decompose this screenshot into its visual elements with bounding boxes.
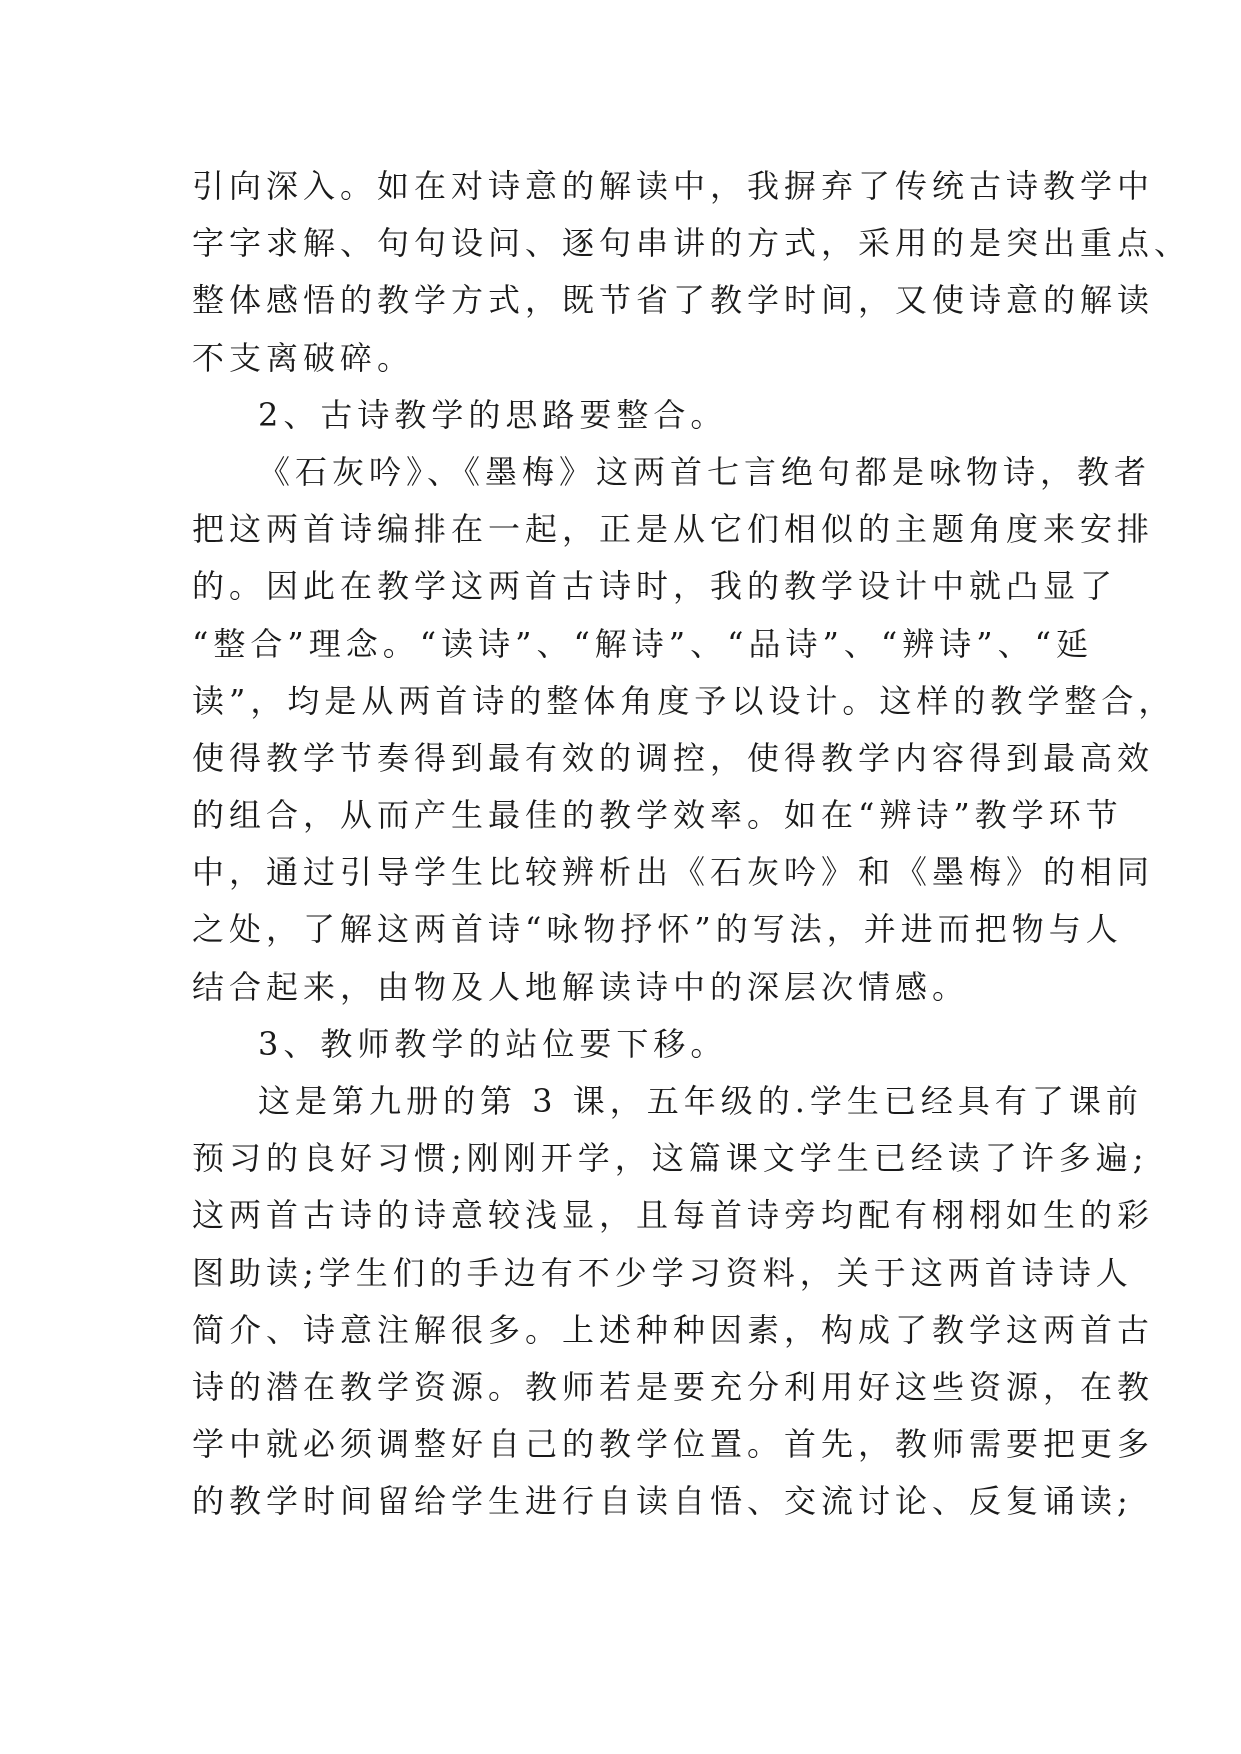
text-line: 引向深入。如在对诗意的解读中，我摒弃了传统古诗教学中 xyxy=(192,167,1155,205)
text-line: 诗的潜在教学资源。教师若是要充分利用好这些资源，在教 xyxy=(192,1367,1155,1406)
text-line: 学中就必须调整好自己的教学位置。首先，教师需要把更多 xyxy=(192,1425,1155,1464)
text-line: 之处，了解这两首诗“咏物抒怀”的写法，并进而把物与人 xyxy=(192,910,1123,949)
text-line: 《石灰吟》、《墨梅》这两首七言绝句都是咏物诗，教者 xyxy=(258,452,1152,491)
text-line: 的。因此在教学这两首古诗时，我的教学设计中就凸显了 xyxy=(192,567,1118,606)
text-line: 的教学时间留给学生进行自读自悟、交流讨论、反复诵读; xyxy=(192,1482,1133,1521)
text-line: 结合起来，由物及人地解读诗中的深层次情感。 xyxy=(192,967,970,1006)
text-line: 中，通过引导学生比较辨析出《石灰吟》和《墨梅》的相同 xyxy=(192,853,1155,892)
text-line: 字字求解、句句设问、逐句串讲的方式，采用的是突出重点、 xyxy=(192,224,1192,263)
text-line: 预习的良好习惯;刚刚开学，这篇课文学生已经读了许多遍; xyxy=(192,1139,1149,1178)
text-line: 图助读;学生们的手边有不少学习资料，关于这两首诗诗人 xyxy=(192,1253,1133,1292)
section-heading: 3、教师教学的站位要下移。 xyxy=(258,1024,728,1063)
text-line: 把这两首诗编排在一起，正是从它们相似的主题角度来安排 xyxy=(192,510,1155,549)
document-body xyxy=(192,158,1192,1531)
text-line: 这两首古诗的诗意较浅显，且每首诗旁均配有栩栩如生的彩 xyxy=(192,1196,1155,1235)
text-line: 的组合，从而产生最佳的教学效率。如在“辨诗”教学环节 xyxy=(192,796,1123,835)
text-line: “整合”理念。“读诗”、“解诗”、“品诗”、“辨诗”、“延 xyxy=(192,624,1093,663)
text-line: 不支离破碎。 xyxy=(192,338,415,377)
text-line: 读”，均是从两首诗的整体角度予以设计。这样的教学整合， xyxy=(192,681,1176,720)
section-heading: 2、古诗教学的思路要整合。 xyxy=(258,395,728,434)
text-line: 简介、诗意注解很多。上述种种因素，构成了教学这两首古 xyxy=(192,1310,1155,1349)
text-line: 整体感悟的教学方式，既节省了教学时间，又使诗意的解读 xyxy=(192,281,1155,320)
text-line: 使得教学节奏得到最有效的调控，使得教学内容得到最高效 xyxy=(192,738,1155,777)
text-line: 这是第九册的第 3 课，五年级的.学生已经具有了课前 xyxy=(258,1082,1143,1120)
